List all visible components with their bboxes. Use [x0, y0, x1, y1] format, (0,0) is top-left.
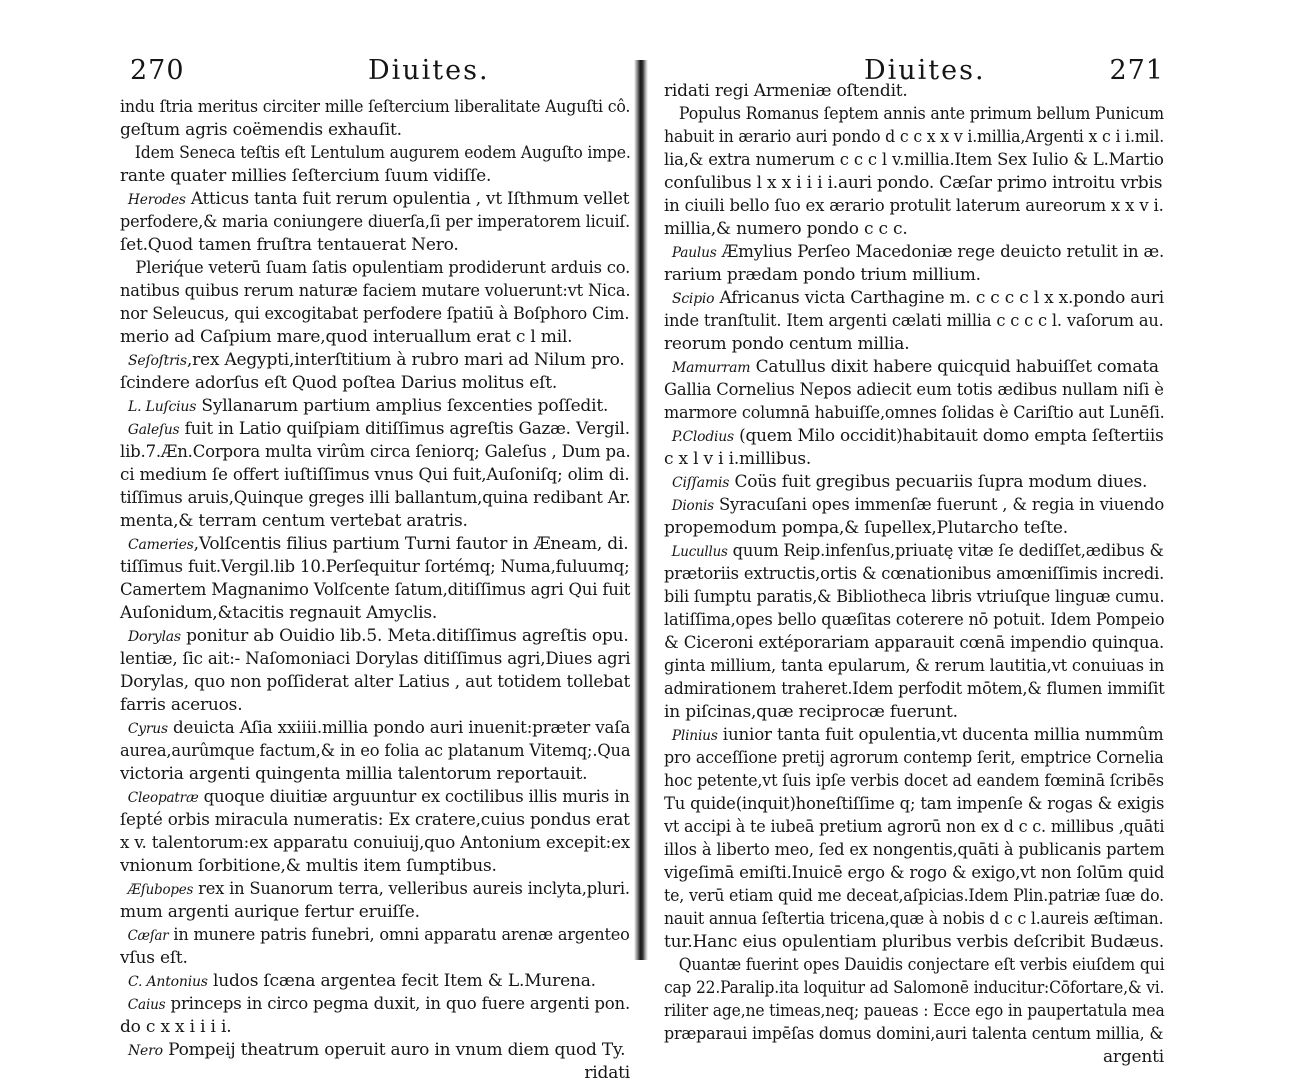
text-line	[120, 349, 630, 372]
line-text: Æmylius Perſeo Macedoniæ rege deuicto retulit in æ.	[716, 242, 1165, 262]
text-line	[120, 625, 630, 648]
text-line	[664, 793, 1165, 816]
line-text: Pleriq́ue veterū ſuam ſatis opulentiam prodiderunt arduis co.	[135, 258, 631, 278]
text-line	[664, 563, 1165, 586]
line-text: merio ad Caſpium mare,quod interuallum erat c l mil.	[120, 327, 573, 347]
line-text: ſcindere adorſus eſt Quod poſtea Darius molitus eſt.	[120, 373, 558, 393]
line-text: præparaui impēſas domus domini,auri talenta centum millia, &	[664, 1024, 1164, 1044]
running-head: Diuites.	[368, 55, 490, 86]
line-text: Syllanarum partium amplius ſexcenties poſſedit.	[196, 396, 609, 416]
text-line	[120, 556, 630, 579]
text-line	[120, 96, 631, 119]
line-text: ,rex Aegypti,interſtitium à rubro mari ad Nilum pro.	[186, 350, 625, 370]
line-text: prætoriis extructis,ortis & cœnationibus amœniſſimis incredi.	[664, 564, 1165, 584]
entry-name: Nero	[128, 1043, 163, 1059]
line-text: in munere patris funebri, omni apparatu arenæ argenteo	[168, 925, 630, 945]
text-line	[120, 671, 631, 694]
entry-name: Caius	[127, 997, 166, 1013]
entry-name: Cameries	[128, 537, 194, 553]
book-gutter	[634, 60, 648, 960]
text-line	[120, 579, 631, 602]
text-line	[120, 211, 631, 234]
entry-name: Lucullus	[671, 544, 728, 560]
line-text: hoc petente,vt ſuis ipſe verbis docet ad eandem fœminā ſcribēs	[664, 771, 1164, 791]
text-line	[664, 264, 1164, 287]
text-line	[120, 1039, 630, 1062]
line-text: ponitur ab Ouidio lib.5. Meta.ditiſſimus agreſtis opu.	[180, 626, 629, 646]
line-text: Africanus victa Carthagine m. c c c c l x x.pondo auri	[714, 288, 1165, 308]
line-text: aurea,aurûmque factum,& in eo folia ac platanum Vitemq;.Qua	[120, 741, 631, 761]
text-line	[664, 287, 1165, 310]
running-head: Diuites.	[864, 55, 986, 86]
text-line	[664, 103, 1164, 126]
text-line	[664, 333, 1164, 356]
text-line	[664, 609, 1165, 632]
text-line	[120, 418, 630, 441]
text-line	[120, 901, 630, 924]
text-line	[120, 303, 630, 326]
text-line	[120, 510, 630, 533]
text-line	[120, 855, 630, 878]
text-line	[664, 632, 1165, 655]
text-line	[120, 372, 630, 395]
line-text: conſulibus l x x i i i i.auri pondo. Cæſar primo introitu vrbis	[664, 173, 1163, 193]
line-text: Idem Seneca teſtis eſt Lentulum augurem eodem Auguſto impe.	[134, 143, 631, 163]
line-text: Tu quide(inquit)honeſtiſſime q; tam impenſe & rogas & exigis	[664, 794, 1165, 814]
text-line	[664, 862, 1165, 885]
text-line	[120, 142, 631, 165]
line-text: reorum pondo centum millia.	[664, 334, 910, 354]
text-line	[664, 885, 1164, 908]
text-line	[120, 924, 630, 947]
line-text: menta,& terram centum vertebat aratris.	[120, 511, 468, 531]
text-line	[120, 786, 630, 809]
text-line	[120, 1062, 630, 1085]
line-text: vt accipi à te iubeā pretium agrorū non ex d c c. millibus ,quāti	[664, 817, 1165, 837]
text-line	[120, 1016, 630, 1039]
line-text: cap 22.Paralip.ita loquitur ad Salomonē inducitur:Cōfortare,& vi.	[664, 978, 1165, 998]
line-text: latiſſima,opes bello quæſitas coterere nō potuit. Idem Pompeio	[664, 610, 1165, 630]
text-line	[120, 602, 630, 625]
text-line	[664, 770, 1164, 793]
line-text: lib.7.Æn.Corpora multa virûm circa ſeniorq; Galeſus , Dum pa.	[120, 442, 631, 462]
entry-name: Paulus	[671, 245, 717, 261]
text-line	[664, 149, 1164, 172]
text-line	[664, 80, 1164, 103]
text-line	[120, 878, 630, 901]
line-text: & Ciceroni extéporariam apparauit cœnā impendio quinqua.	[664, 633, 1165, 653]
text-line	[664, 195, 1164, 218]
line-text: Gallia Cornelius Nepos adiecit eum totis ædibus nullam niſi è	[664, 380, 1164, 400]
line-text: in ciuili bello ſuo ex ærario protulit laterum aureorum x x v i.	[664, 196, 1164, 216]
entry-name: Æſubopes	[127, 882, 194, 898]
text-line	[120, 970, 630, 993]
text-line	[664, 379, 1164, 402]
page-number: 271	[1109, 55, 1164, 86]
text-line	[120, 487, 631, 510]
text-line	[664, 724, 1164, 747]
entry-name: Galeſus	[127, 422, 180, 438]
line-text: habuit in ærario auri pondo d c c x x v i.millia,Argenti x c i i.mil.	[664, 127, 1165, 147]
line-text: ci medium ſe offert iuſtiſſimus vnus Qui fuit,Auſoniſq; olim di.	[120, 465, 630, 485]
text-line	[664, 172, 1164, 195]
text-line	[120, 993, 631, 1016]
text-line	[664, 471, 1164, 494]
text-line	[664, 816, 1165, 839]
text-line	[664, 954, 1165, 977]
entry-name: Cleopatræ	[127, 790, 199, 806]
text-line	[120, 257, 631, 280]
text-line	[120, 119, 630, 142]
text-line	[664, 977, 1165, 1000]
text-line	[664, 241, 1165, 264]
line-text: millia,& numero pondo c c c.	[664, 219, 908, 239]
text-line	[120, 648, 631, 671]
line-text: (quem Milo occidit)habitauit domo empta ſeſtertiis	[733, 426, 1164, 446]
text-line	[120, 694, 630, 717]
line-text: ludos ſcæna argentea fecit Item & L.Murena.	[207, 971, 596, 991]
line-text: princeps in circo pegma duxit, in quo fuere argenti pon.	[165, 994, 631, 1014]
line-text: in piſcinas,quæ reciprocæ fuerunt.	[664, 702, 958, 722]
page-text-block	[664, 80, 1164, 1069]
entry-name: Herodes	[127, 192, 186, 208]
line-text: vſus eſt.	[120, 948, 188, 968]
entry-name: C. Antonius	[128, 974, 208, 990]
line-text: tiſſimus aruis,Quinque greges illi ballantum,quina redibant Ar.	[120, 488, 631, 508]
line-text: te, verū etiam quid me deceat,aſpicias.Idem Plin.patriæ ſuæ do.	[664, 886, 1164, 906]
entry-name: Dorylas	[128, 629, 181, 645]
line-text: Pompeij theatrum operuit auro in vnum diem quod Ty.	[162, 1040, 626, 1060]
text-line	[664, 655, 1165, 678]
line-text: ginta millium, tanta epularum, & rerum lautitia,vt conuiuas in	[664, 656, 1165, 676]
text-line	[664, 1000, 1165, 1023]
entry-name: Dionis	[671, 498, 714, 514]
text-line	[664, 747, 1164, 770]
line-text: Coüs fuit gregibus pecuariis ſupra modum diues.	[729, 472, 1148, 492]
line-text: marmore columnā habuiſſe,omnes ſolidas è Cariſtio aut Lunēſi.	[664, 403, 1165, 423]
line-text: ridati	[584, 1063, 630, 1083]
text-line	[664, 494, 1165, 517]
entry-name: Cyrus	[127, 721, 168, 737]
text-line	[664, 126, 1165, 149]
text-line	[120, 326, 630, 349]
text-line	[120, 809, 630, 832]
entry-name: Mamurram	[672, 360, 751, 376]
text-line	[120, 740, 631, 763]
text-line	[120, 533, 630, 556]
line-text: geſtum agris coëmendis exhauſit.	[120, 120, 402, 140]
line-text: vigeſimā emiſti.Inuicē ergo & rogo & exigo,vt non ſolūm quid	[664, 863, 1165, 883]
text-line	[120, 234, 630, 257]
page-text-block	[120, 96, 630, 1085]
text-line	[120, 441, 631, 464]
line-text: c x l v i i.millibus.	[664, 449, 812, 469]
line-text: Auſonidum,&tacitis regnauit Amyclis.	[120, 603, 438, 623]
line-text: Atticus tanta fuit rerum opulentia , vt Iſthmum vellet	[185, 189, 630, 209]
line-text: inde tranſtulit. Item argenti cælati millia c c c c l. vaſorum au.	[664, 311, 1164, 331]
line-text: iunior tanta fuit opulentia,vt ducenta millia nummûm	[717, 725, 1164, 745]
entry-name: Plinius	[671, 728, 718, 744]
line-text: do c x x i i i i.	[120, 1017, 232, 1037]
entry-name: Cæſar	[127, 928, 169, 944]
line-text: Quantæ fuerint opes Dauidis conjectare eſt verbis eiuſdem qui	[678, 955, 1165, 975]
line-text: fuit in Latio quiſpiam ditiſſimus agreſtis Gazæ. Vergil.	[179, 419, 630, 439]
text-line	[664, 517, 1164, 540]
line-text: lia,& extra numerum c c c l v.millia.Item Sex Iulio & L.Martio	[664, 150, 1164, 170]
line-text: vnionum ſorbitione,& multis item ſumptibus.	[120, 856, 497, 876]
line-text: ridati regi Armeniæ oſtendit.	[664, 81, 908, 101]
line-text: quoque diuitiæ arguuntur ex coctilibus illis muris in	[198, 787, 630, 807]
text-line	[120, 947, 630, 970]
text-line	[664, 908, 1164, 931]
right-page	[664, 0, 1165, 1067]
line-text: illos à liberto meo, ſed ex nongentis,quāti à publicanis partem	[664, 840, 1165, 860]
entry-name: L. Luſcius	[128, 399, 197, 415]
text-line	[664, 310, 1164, 333]
line-text: victoria argenti quingenta millia talentorum reportauit.	[120, 764, 588, 784]
line-text: indu ſtria meritus circiter mille ſeſtercium liberalitate Auguſti cô.	[120, 97, 631, 117]
line-text: quum Reip.infenſus,priuatę vitæ ſe dediſſet,ædibus &	[727, 541, 1164, 561]
text-line	[664, 1046, 1164, 1069]
text-line	[664, 425, 1164, 448]
line-text: rante quater millies ſeſtercium ſuum vidiſſe.	[120, 166, 492, 186]
line-text: Dorylas, quo non poſſiderat alter Latius , aut totidem tollebat	[120, 672, 631, 692]
line-text: nor Seleucus, qui excogitabat perfodere ſpatiū à Boſphoro Cim.	[120, 304, 630, 324]
line-text: admirationem traheret.Idem perfodit mōtem,& flumen immiſit	[664, 679, 1165, 699]
line-text: perfodere,& maria coniungere diuerſa,ſi per imperatorem licuiſ.	[120, 212, 631, 232]
page-number: 270	[130, 55, 185, 86]
line-text: farris aceruos.	[120, 695, 243, 715]
line-text: bili ſumptu paratis,& Bibliotheca libris vtriuſque linguæ cumu.	[664, 587, 1165, 607]
text-line	[664, 839, 1165, 862]
text-line	[120, 395, 630, 418]
line-text: mum argenti aurique fertur eruiſſe.	[120, 902, 420, 922]
text-line	[664, 356, 1164, 379]
line-text: tiſſimus fuit.Vergil.lib 10.Perſequitur ſortémq; Numa,fuluumq;	[120, 557, 630, 577]
line-text: nauit annua ſeſtertia tricena,quæ à nobis d c c l.aureis æſtiman.	[664, 909, 1164, 929]
line-text: Camertem Magnanimo Volſcente ſatum,ditiſſimus agri Qui fuit	[120, 580, 631, 600]
text-line	[120, 165, 630, 188]
entry-name: Seſoſtris	[128, 353, 187, 369]
text-line	[664, 402, 1165, 425]
text-line	[664, 701, 1164, 724]
line-text: pro acceſſione pretij agrorum contemp ſerit, emptrice Cornelia	[664, 748, 1164, 768]
text-line	[120, 763, 630, 786]
line-text: ,Volſcentis filius partium Turni fautor in Æneam, di.	[193, 534, 629, 554]
line-text: x v. talentorum:ex apparatu conuiuij,quo Antonium excepit:ex	[120, 833, 630, 853]
entry-name: Ciſſamis	[672, 475, 730, 491]
line-text: Syracuſani opes immenſæ fuerunt , & regia in viuendo	[713, 495, 1165, 515]
left-page	[120, 0, 631, 1083]
text-line	[664, 586, 1165, 609]
line-text: riliter age,ne timeas,neq; paueas : Ecce ego in paupertatula mea	[664, 1001, 1165, 1021]
text-line	[120, 717, 631, 740]
line-text: natibus quibus rerum naturæ faciem mutare voluerunt:vt Nica.	[120, 281, 631, 301]
entry-name: Scipio	[671, 291, 715, 307]
line-text: Populus Romanus ſeptem annis ante primum bellum Punicum	[678, 104, 1164, 124]
text-line	[664, 448, 1164, 471]
text-line	[664, 1023, 1164, 1046]
line-text: rex in Suanorum terra, velleribus aureis inclyta,pluri.	[193, 879, 630, 899]
text-line	[664, 931, 1163, 954]
line-text: tur.Hanc eius opulentiam pluribus verbis deſcribit Budæus.	[664, 932, 1164, 952]
line-text: rarium prædam pondo trium millium.	[664, 265, 981, 285]
line-text: Catullus dixit habere quicquid habuiſſet comata	[750, 357, 1159, 377]
line-text: lentiæ, ſic ait:- Naſomoniaci Dorylas ditiſſimus agri,Diues agri	[120, 649, 631, 669]
text-line	[664, 218, 1164, 241]
line-text: ſepté orbis miracula numeratis: Ex cratere,cuius pondus erat	[120, 810, 630, 830]
text-line	[120, 188, 630, 211]
line-text: propemodum pompa,& ſupellex,Plutarcho teſte.	[664, 518, 1068, 538]
text-line	[120, 464, 630, 487]
line-text: deuicta Aſia xxiiii.millia pondo auri inuenit:præter vaſa	[167, 718, 631, 738]
text-line	[664, 678, 1165, 701]
text-line	[664, 540, 1164, 563]
text-line	[120, 280, 631, 303]
entry-name: P.Clodius	[671, 429, 734, 445]
text-line	[120, 832, 630, 855]
line-text: argenti	[1102, 1047, 1164, 1067]
line-text: ſet.Quod tamen fruſtra tentauerat Nero.	[120, 235, 459, 255]
